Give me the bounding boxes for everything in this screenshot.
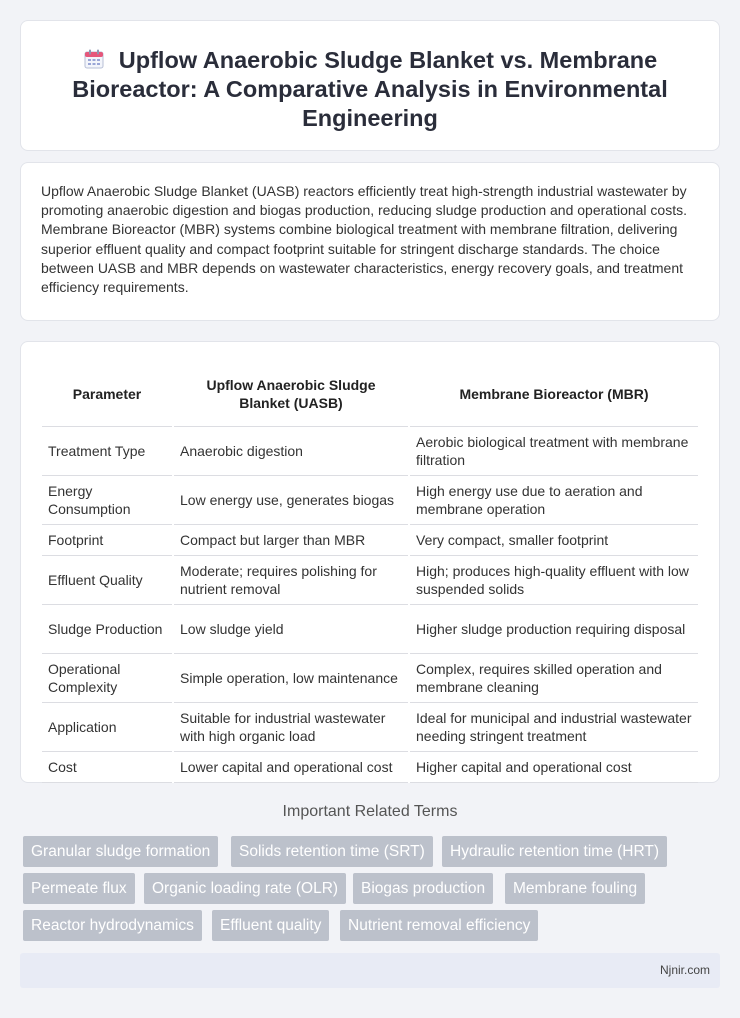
row-mbr-value: Complex, requires skilled operation and membrane cleaning [409,653,698,702]
related-term-tag[interactable]: Hydraulic retention time (HRT) [442,836,667,867]
related-term-tag[interactable]: Granular sludge formation [23,836,218,867]
table-row [42,475,698,524]
row-mbr-value: High; produces high-quality effluent with low suspended solids [409,555,698,604]
related-term-tag[interactable]: Membrane fouling [505,873,645,904]
row-uasb-value: Low energy use, generates biogas [173,475,409,524]
row-parameter: Footprint [42,524,173,555]
related-terms-heading: Important Related Terms [282,803,458,820]
row-mbr-value: Ideal for municipal and industrial wastewater needing stringent treatment [409,702,698,751]
header-mbr: Membrane Bioreactor (MBR) [409,363,698,426]
row-uasb-value: Suitable for industrial wastewater with high organic load [173,702,409,751]
comparison-table [42,363,698,783]
row-mbr-value: Higher sludge production requiring disposal [409,604,698,653]
table-row [42,524,698,555]
row-parameter: Treatment Type [42,426,173,475]
page-title-text: Upflow Anaerobic Sludge Blanket vs. Membrane Bioreactor: A Comparative Analysis in Environmental Engineering [72,47,668,131]
table-row [42,702,698,751]
table-row [42,751,698,782]
row-parameter: Energy Consumption [42,475,173,524]
table-header-row [42,363,698,426]
footer [20,953,720,988]
related-term-tag[interactable]: Solids retention time (SRT) [231,836,433,867]
row-uasb-value: Compact but larger than MBR [173,524,409,555]
row-parameter: Application [42,702,173,751]
row-mbr-value: Aerobic biological treatment with membrane filtration [409,426,698,475]
related-term-tag[interactable]: Organic loading rate (OLR) [144,873,346,904]
row-mbr-value: Higher capital and operational cost [409,751,698,782]
row-mbr-value: High energy use due to aeration and membrane operation [409,475,698,524]
row-uasb-value: Low sludge yield [173,604,409,653]
comparison-table-card [20,341,720,783]
title-card [20,20,720,151]
related-term-tag[interactable]: Permeate flux [23,873,135,904]
row-mbr-value: Very compact, smaller footprint [409,524,698,555]
footer-site-link[interactable]: Njnir.com [659,963,710,977]
related-term-tag[interactable]: Nutrient removal efficiency [340,910,538,941]
header-parameter: Parameter [42,363,173,426]
row-uasb-value: Moderate; requires polishing for nutrient removal [173,555,409,604]
related-term-tag[interactable]: Reactor hydrodynamics [23,910,202,941]
summary-card [20,162,720,321]
page-title [51,46,689,133]
related-term-tag[interactable]: Effluent quality [212,910,329,941]
table-row [42,604,698,653]
row-parameter: Cost [42,751,173,782]
related-term-tag[interactable]: Biogas production [353,873,493,904]
table-row [42,555,698,604]
row-parameter: Sludge Production [42,604,173,653]
row-parameter: Effluent Quality [42,555,173,604]
header-uasb: Upflow Anaerobic Sludge Blanket (UASB) [173,363,409,426]
calendar-icon [83,48,105,70]
table-row [42,653,698,702]
summary-text: Upflow Anaerobic Sludge Blanket (UASB) reactors efficiently treat high-strength industrial wastewater by promoting anaerobic digestion and biogas production, reducing sludge production and operational costs. Membrane Bioreactor (MBR) systems combine biological treatment with membrane filtration, delivering superior effluent quality and compact footprint suitable for stringent discharge standards. The choice between UASB and MBR depends on wastewater characteristics, energy recovery goals, and treatment efficiency requirements. [41,183,687,296]
row-uasb-value: Lower capital and operational cost [173,751,409,782]
row-uasb-value: Simple operation, low maintenance [173,653,409,702]
row-uasb-value: Anaerobic digestion [173,426,409,475]
table-row [42,426,698,475]
row-parameter: Operational Complexity [42,653,173,702]
